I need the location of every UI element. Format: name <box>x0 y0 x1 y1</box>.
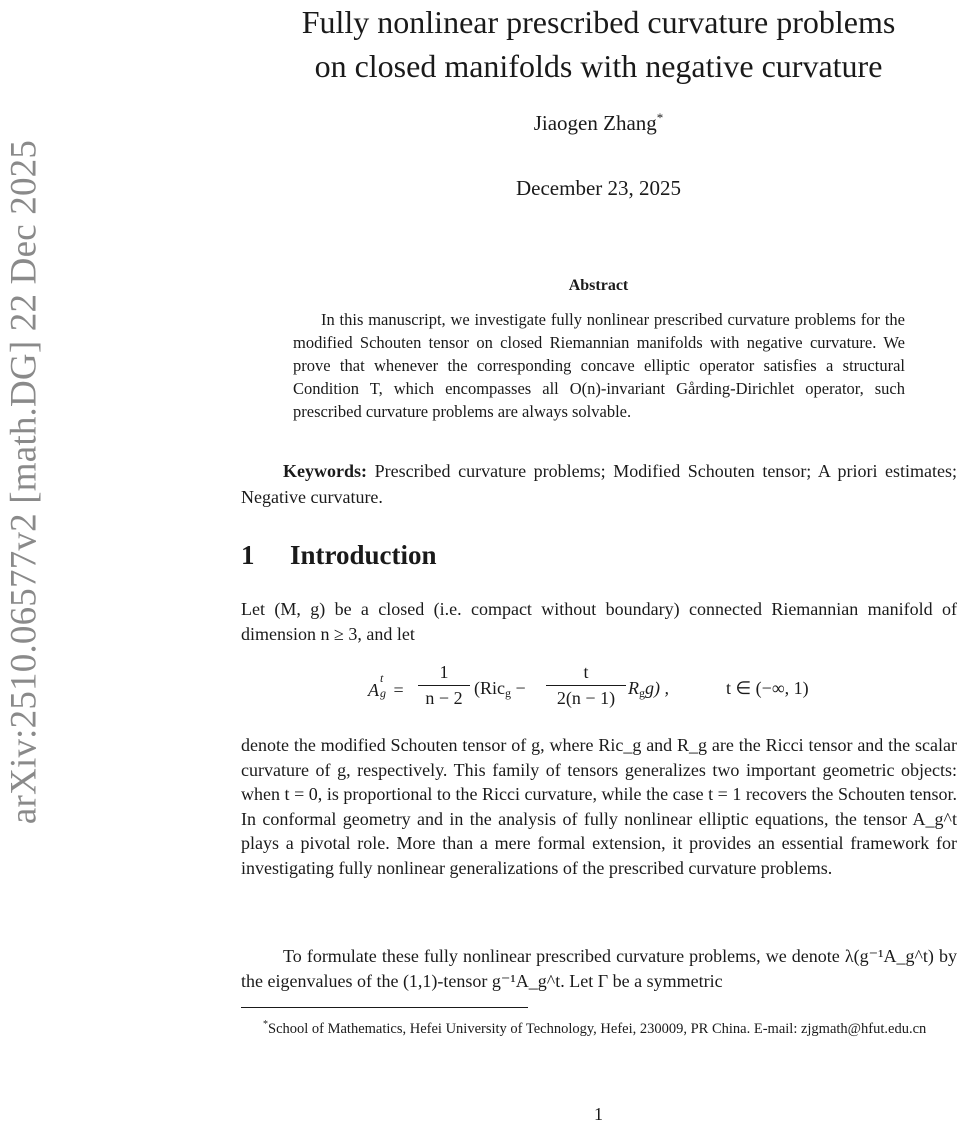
eq-middle-right: $R_gg$) , <box>628 678 669 700</box>
keywords-label: Keywords: <box>283 461 367 481</box>
eq-lhs: A <box>368 680 379 700</box>
footnote-text: School of Mathematics, Hefei University of Technology, Hefei, 230009, PR China. E-mail: zjgmath@hfut.edu.cn <box>268 1020 927 1037</box>
section-title: Introduction <box>290 540 437 570</box>
paper-title <box>240 0 957 88</box>
paper-date: December 23, 2025 <box>515 176 682 200</box>
eq-middle-left: (Ric$_g$ − <box>474 678 526 700</box>
abstract-heading: Abstract <box>568 277 629 294</box>
abstract-body: In this manuscript, we investigate fully nonlinear prescribed curvature problems for the modified Schouten tensor on closed Riemannian manifolds with negative curvature. We prove that whenever the corresponding concave elliptic operator satisfies a structural Condition T, which encompasses all O(n)-invariant Gårding-Dirichlet operator, such prescribed curvature problems are always solvable. <box>293 310 905 421</box>
keywords <box>241 458 957 510</box>
author <box>240 110 957 136</box>
title-line-1: Fully nonlinear prescribed curvature problems <box>301 4 896 40</box>
author-name: Jiaogen Zhang <box>533 111 657 135</box>
arxiv-identifier-text: arXiv:2510.06577v2 [math.DG] 22 Dec 2025 <box>3 139 45 825</box>
eq-frac2-num: t <box>583 662 589 682</box>
footnote <box>241 1015 957 1039</box>
section-heading <box>241 540 437 571</box>
section-number: 1 <box>241 540 255 570</box>
arxiv-identifier <box>4 92 44 872</box>
paragraph-1: Let (M, g) be a closed (i.e. compact without boundary) connected Riemannian manifold of dimension n ≥ 3, and let <box>241 599 957 644</box>
eq-fraction-1 <box>418 662 470 709</box>
footnote-mark: * <box>263 1019 268 1030</box>
author-footnote-mark: * <box>656 110 664 125</box>
paragraph-2: denote the modified Schouten tensor of g, where Ric_g and R_g are the Ricci tensor and the scalar curvature of g, respectively. This family of tensors generalizes two important geometric objects: when t = 0, is proportional to the Ricci curvature, while the case t = 1 recovers the Schouten tensor. In conformal geometry and in the analysis of fully nonlinear elliptic equations, the tensor A_g^t plays a pivotal role. More than a mere formal extension, it provides an essential framework for investigating fully nonlinear generalizations of the prescribed curvature problems. <box>241 735 957 878</box>
eq-condition: t ∈ (−∞, 1) <box>726 678 809 698</box>
eq-frac2-den: 2(n − 1) <box>556 688 616 708</box>
keywords-text: Prescribed curvature problems; Modified Schouten tensor; A priori estimates; Negative curvature. <box>241 461 957 507</box>
title-line-2: on closed manifolds with negative curvature <box>314 48 883 84</box>
equation-modified-schouten: A t g = 1 n − 2 (Ric$_g$ − t 2(n − 1) $R_gg$) , t ∈ (−∞, 1) <box>368 662 809 708</box>
eq-fraction-2 <box>546 662 626 709</box>
eq-frac1-num: 1 <box>439 662 449 682</box>
eq-frac1-den: n − 2 <box>425 688 463 708</box>
paragraph-3: To formulate these fully nonlinear prescribed curvature problems, we denote λ(g⁻¹A_g^t) by the eigenvalues of the (1,1)-tensor g⁻¹A_g^t. Let Γ be a symmetric <box>241 946 957 991</box>
footnote-rule <box>241 1007 528 1008</box>
page-number: 1 <box>594 1104 603 1124</box>
